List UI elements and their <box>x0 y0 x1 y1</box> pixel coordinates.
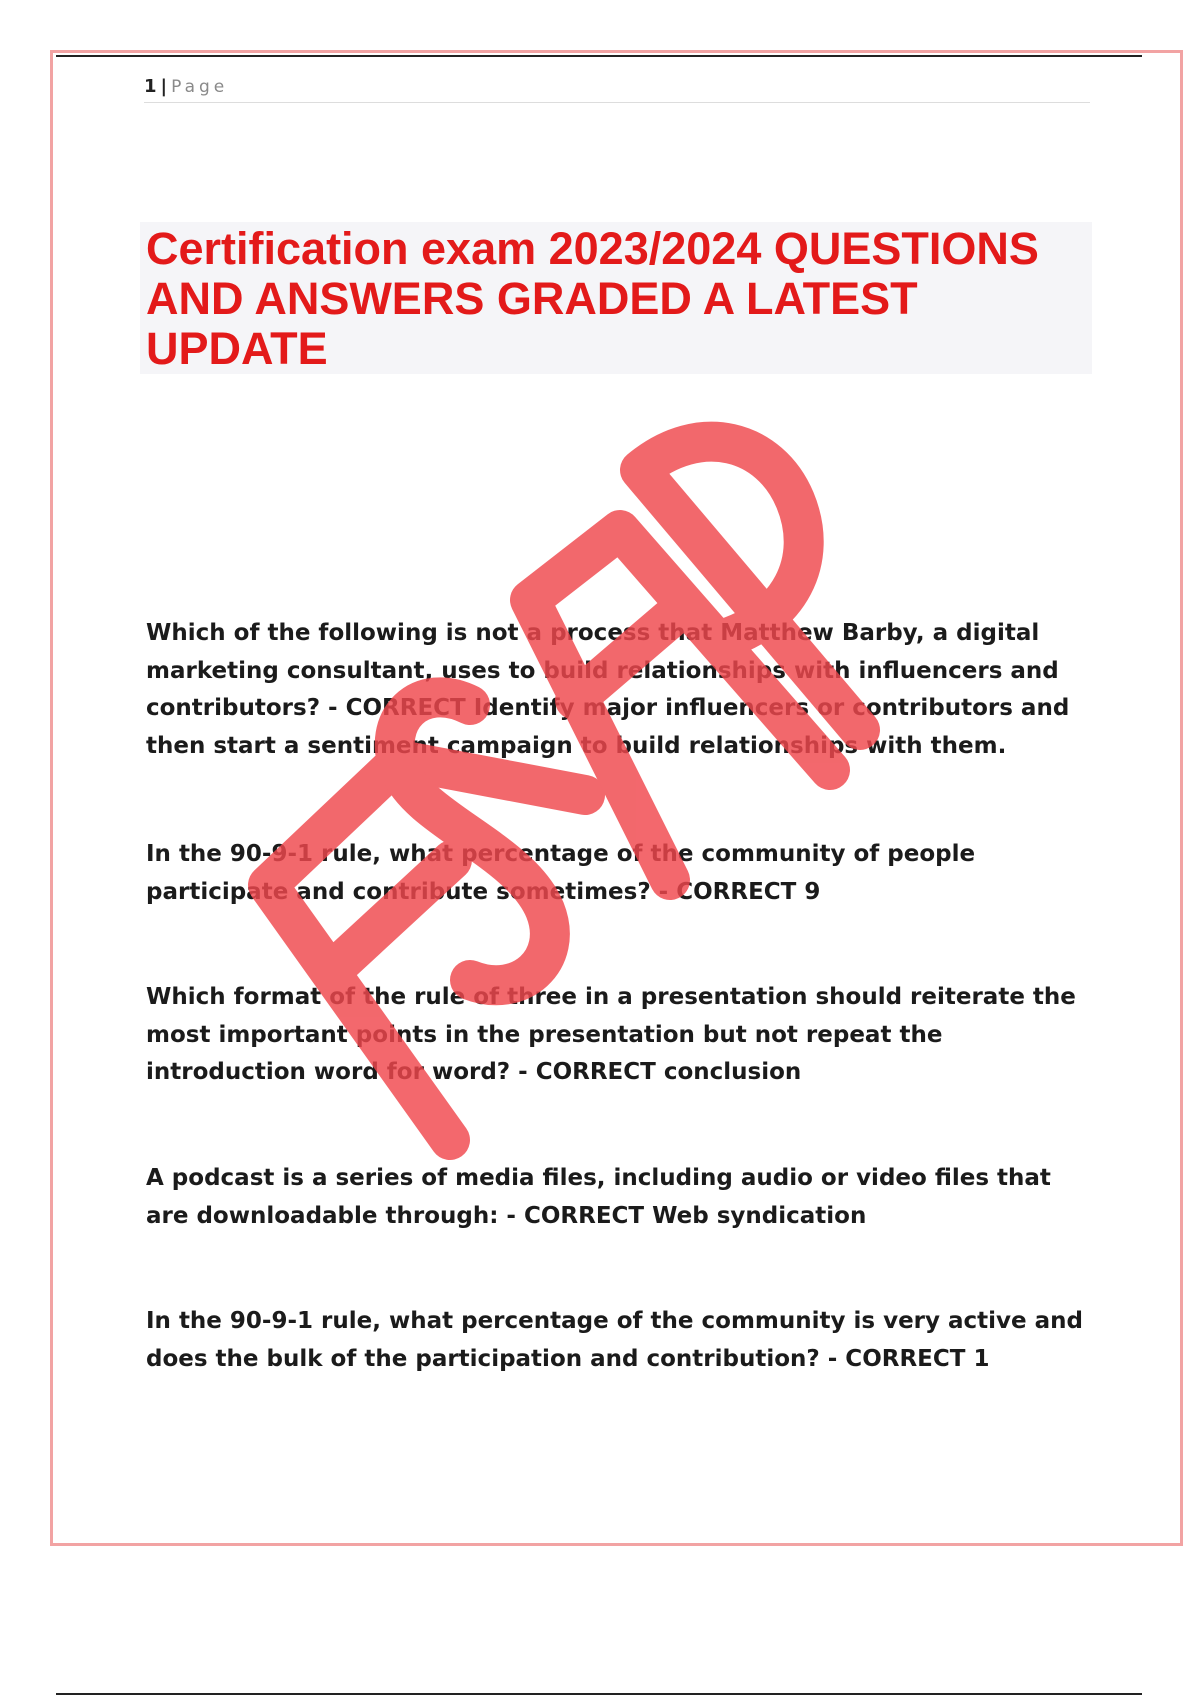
qa-item-1: Which of the following is not a process that Matthew Barby, a digital marketing consultant, uses to build relationships with influencers and contributors? - CORRECT Identify major influencers or contributors and then start a sentiment campaign to build relationships with them. <box>146 620 1070 759</box>
qa-item-4: A podcast is a series of media files, including audio or video files that are downloadable through: - CORRECT Web syndication <box>146 1165 1051 1229</box>
page-word: Page <box>171 77 229 97</box>
page-number: 1 <box>144 76 157 97</box>
qa-item-2: In the 90-9-1 rule, what percentage of the community of people participate and contribute sometimes? - CORRECT 9 <box>146 841 976 905</box>
bottom-rule <box>56 1693 1142 1695</box>
document-title: Certification exam 2023/2024 QUESTIONS AND ANSWERS GRADED A LATEST UPDATE <box>146 223 1039 374</box>
title-box <box>140 222 1092 374</box>
qa-item-5: In the 90-9-1 rule, what percentage of the community is very active and does the bulk of the participation and contribution? - CORRECT 1 <box>146 1308 1084 1372</box>
qa-item-3: Which format of the rule of three in a presentation should reiterate the most important points in the presentation but not repeat the introduction word for word? - CORRECT conclusion <box>146 984 1076 1085</box>
page-separator: | <box>160 76 168 97</box>
page-header <box>144 72 1090 103</box>
